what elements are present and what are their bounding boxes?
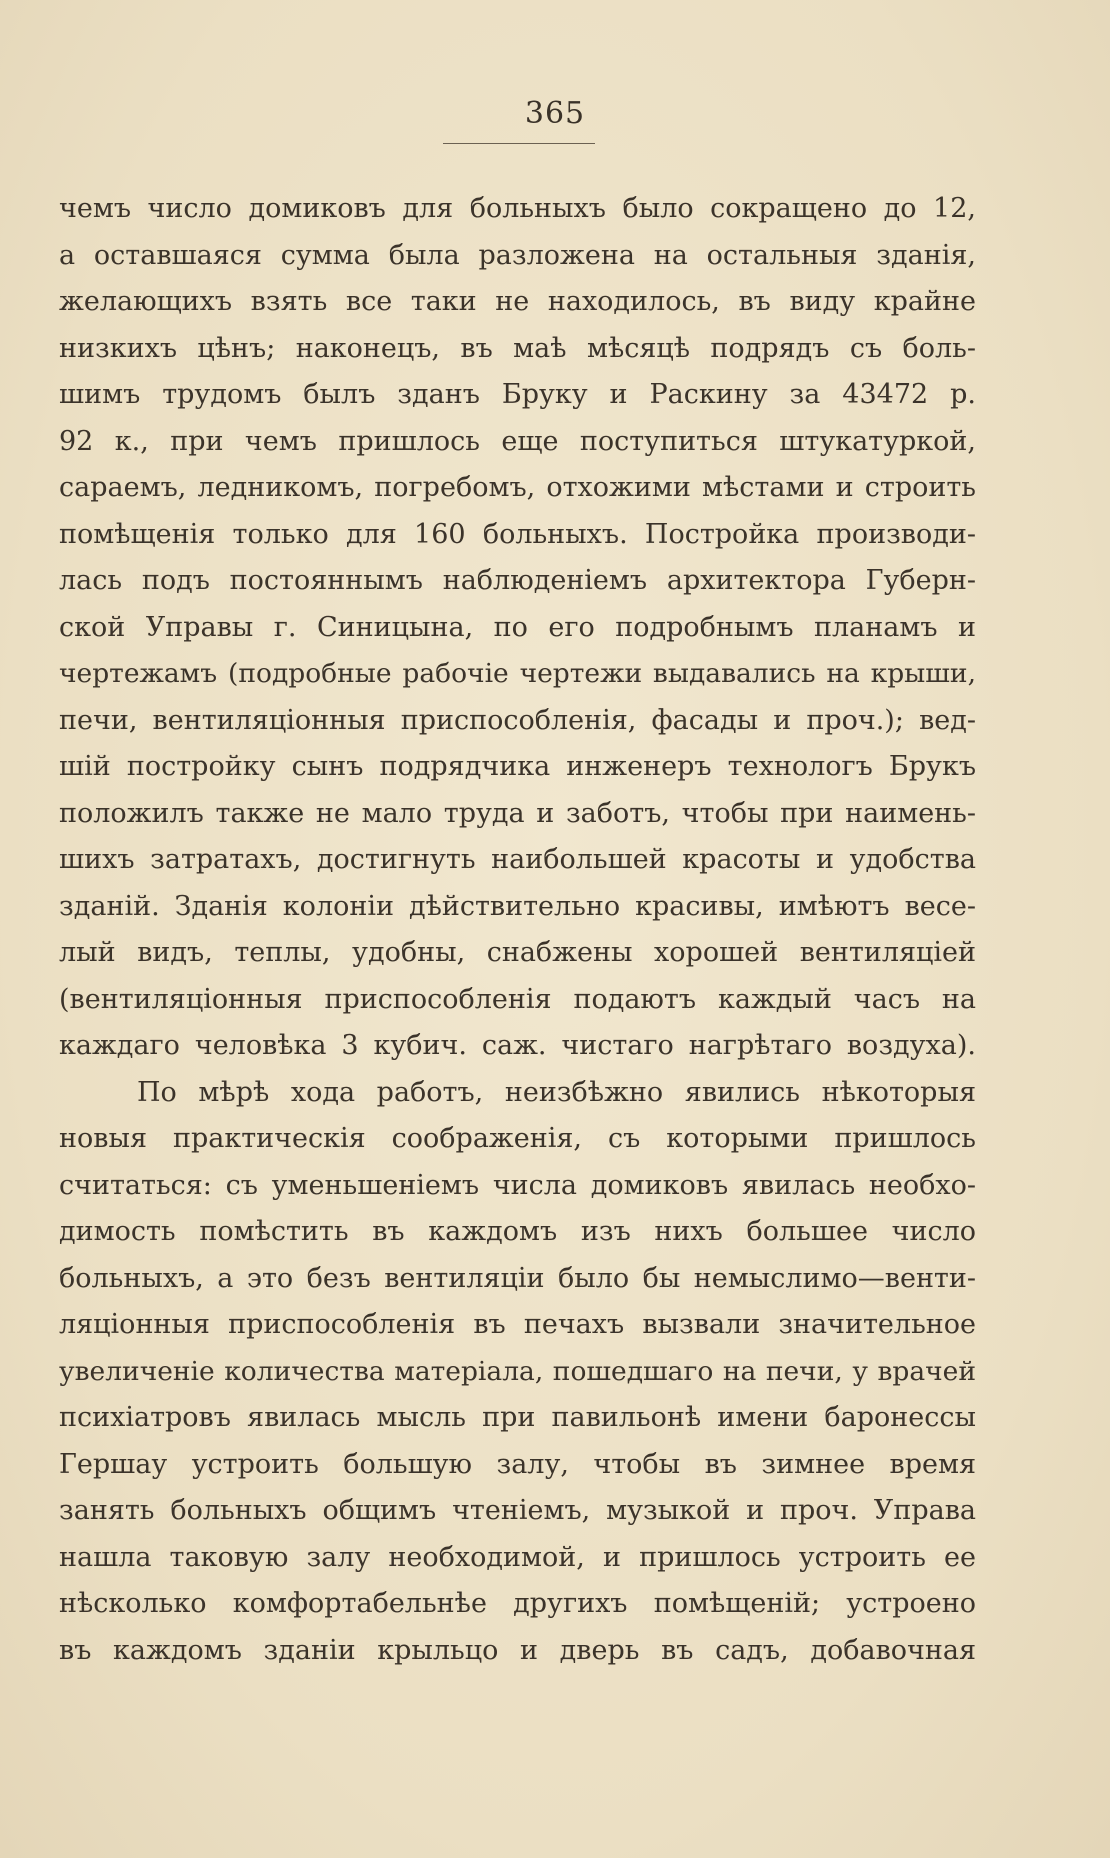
- header-rule: [443, 143, 595, 144]
- text-line: считаться: съ уменьшеніемъ числа домиковъ явилась необхо-: [59, 1169, 976, 1201]
- text-line: положилъ также не мало труда и заботъ, чтобы при наимень-: [59, 797, 976, 829]
- text-line: въ каждомъ зданіи крыльцо и дверь въ садъ, добавочная: [59, 1634, 976, 1666]
- text-line: каждаго человѣка 3 кубич. саж. чистаго нагрѣтаго воздуха).: [59, 1030, 976, 1061]
- text-line: сараемъ, ледникомъ, погребомъ, отхожими мѣстами и строить: [59, 472, 976, 503]
- text-line: ской Управы г. Синицына, по его подробнымъ планамъ и: [59, 611, 976, 643]
- text-line: лый видъ, теплы, удобны, снабжены хорошей вентиляціей: [59, 937, 976, 968]
- text-line: чертежамъ (подробные рабочіе чертежи выдавались на крыши,: [59, 658, 976, 689]
- text-line: больныхъ, а это безъ вентиляціи было бы немыслимо—венти-: [59, 1262, 976, 1294]
- text-line: низкихъ цѣнъ; наконецъ, въ маѣ мѣсяцѣ подрядъ съ боль-: [59, 332, 976, 364]
- text-line: нашла таковую залу необходимой, и пришлось устроить ее: [59, 1541, 976, 1573]
- text-line: зданій. Зданія колоніи дѣйствительно красивы, имѣютъ весе-: [59, 890, 976, 922]
- text-line: а оставшаяся сумма была разложена на остальныя зданія,: [59, 239, 976, 271]
- text-line: шимъ трудомъ былъ зданъ Бруку и Раскину за 43472 р.: [59, 379, 976, 410]
- paragraph-first-line: По мѣрѣ хода работъ, неизбѣжно явились нѣкоторыя: [137, 1076, 976, 1108]
- text-line: чемъ число домиковъ для больныхъ было сокращено до 12,: [59, 193, 976, 224]
- text-line: психіатровъ явилась мысль при павильонѣ имени баронессы: [59, 1402, 976, 1433]
- text-line: Гершау устроить большую залу, чтобы въ зимнее время: [59, 1448, 976, 1480]
- text-line: нѣсколько комфортабельнѣе другихъ помѣщеній; устроено: [59, 1588, 976, 1619]
- text-line: шихъ затратахъ, достигнуть наибольшей красоты и удобства: [59, 844, 976, 875]
- text-line: увеличеніе количества матеріала, пошедшаго на печи, у врачей: [59, 1355, 976, 1387]
- text-line: (вентиляціонныя приспособленія подаютъ каждый часъ на: [59, 983, 976, 1015]
- text-line: димость помѣстить въ каждомъ изъ нихъ большее число: [59, 1216, 976, 1247]
- text-line: ляціонныя приспособленія въ печахъ вызвали значительное: [59, 1309, 976, 1340]
- text-line: занять больныхъ общимъ чтеніемъ, музыкой и проч. Управа: [59, 1495, 976, 1526]
- text-line: желающихъ взять все таки не находилось, въ виду крайне: [59, 286, 976, 317]
- text-line: шій постройку сынъ подрядчика инженеръ технологъ Брукъ: [59, 751, 976, 782]
- text-line: новыя практическія соображенія, съ которыми пришлось: [59, 1123, 976, 1154]
- text-line: помѣщенія только для 160 больныхъ. Постройка производи-: [59, 518, 976, 550]
- text-line: печи, вентиляціонныя приспособленія, фасады и проч.); вед-: [59, 704, 976, 736]
- text-line: лась подъ постояннымъ наблюденіемъ архитектора Губерн-: [59, 565, 976, 596]
- page-number: 365: [524, 96, 586, 131]
- body-text: [59, 186, 976, 1674]
- text-line: 92 к., при чемъ пришлось еще поступиться штукатуркой,: [59, 425, 976, 457]
